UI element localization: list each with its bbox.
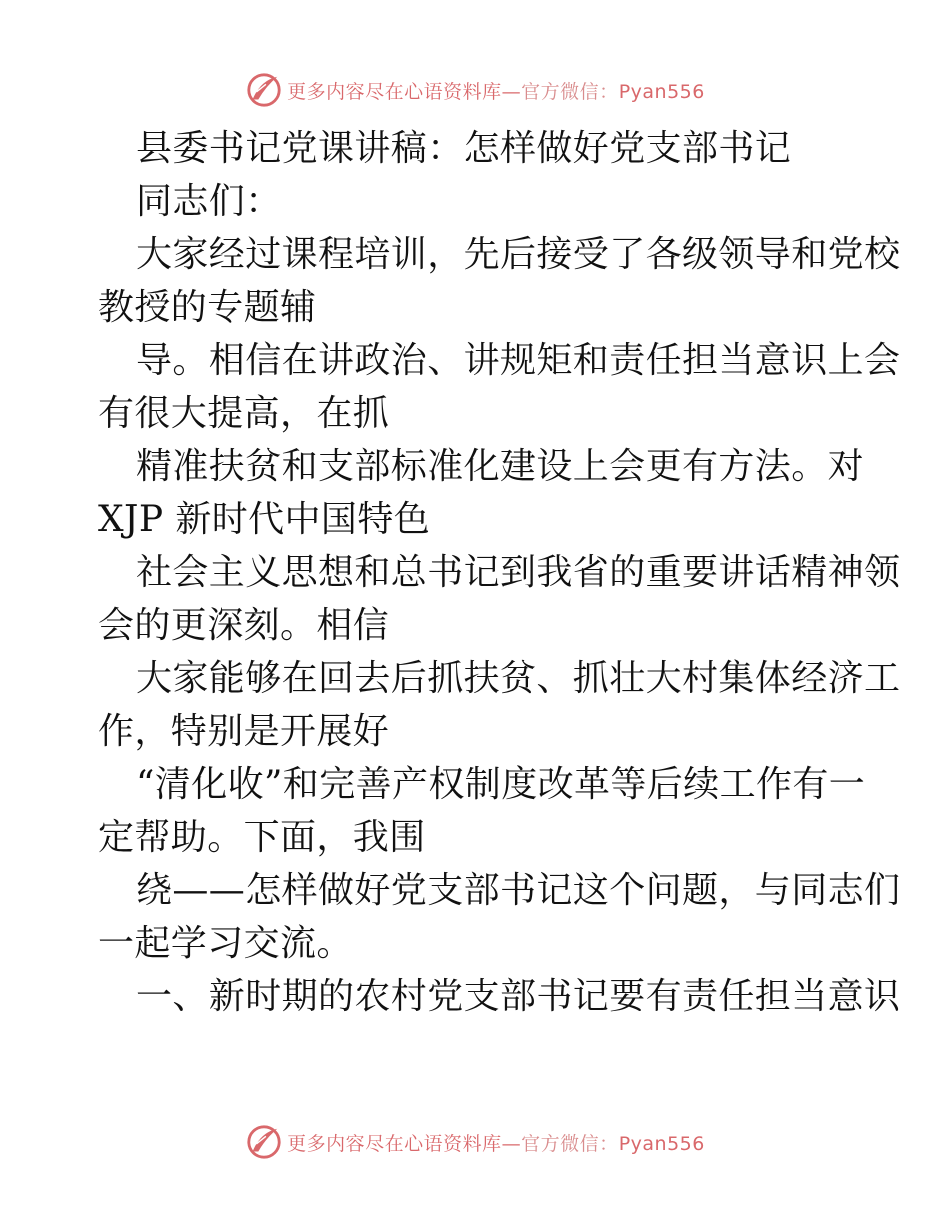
watermark-text: 更多内容尽在心语资料库—官方微信：Pyan556 [287, 1132, 705, 1155]
text-line: 导。相信在讲政治、讲规矩和责任担当意识上会 [136, 340, 901, 381]
text-line: 作，特别是开展好 [98, 711, 390, 752]
text-line: 社会主义思想和总书记到我省的重要讲话精神领 [136, 552, 901, 593]
document-title: 县委书记党课讲稿：怎样做好党支部书记 [136, 128, 792, 169]
text-line: XJP 新时代中国特色 [98, 499, 431, 540]
text-line: 定帮助。下面，我围 [98, 817, 426, 858]
section-heading: 一、新时期的农村党支部书记要有责任担当意识 [136, 976, 901, 1017]
text-line: 一起学习交流。 [98, 923, 353, 964]
pen-logo-icon [245, 71, 283, 109]
text-line: 绕——怎样做好党支部书记这个问题，与同志们 [136, 870, 901, 911]
text-line: 有很大提高，在抓 [98, 393, 390, 434]
text-line: 大家经过课程培训，先后接受了各级领导和党校 [136, 234, 901, 275]
text-line: “清化收”和完善产权制度改革等后续工作有一 [136, 764, 866, 805]
watermark-text: 更多内容尽在心语资料库—官方微信：Pyan556 [287, 80, 705, 103]
watermark-header [0, 68, 950, 112]
watermark-footer [0, 1120, 950, 1164]
text-line: 会的更深刻。相信 [98, 605, 390, 646]
text-line: 大家能够在回去后抓扶贫、抓壮大村集体经济工 [136, 658, 901, 699]
pen-logo-icon [245, 1123, 283, 1161]
text-line: 同志们： [136, 181, 282, 222]
text-line: 教授的专题辅 [98, 287, 317, 328]
text-line: 精准扶贫和支部标准化建设上会更有方法。对 [136, 446, 865, 487]
document-body [98, 122, 901, 1023]
